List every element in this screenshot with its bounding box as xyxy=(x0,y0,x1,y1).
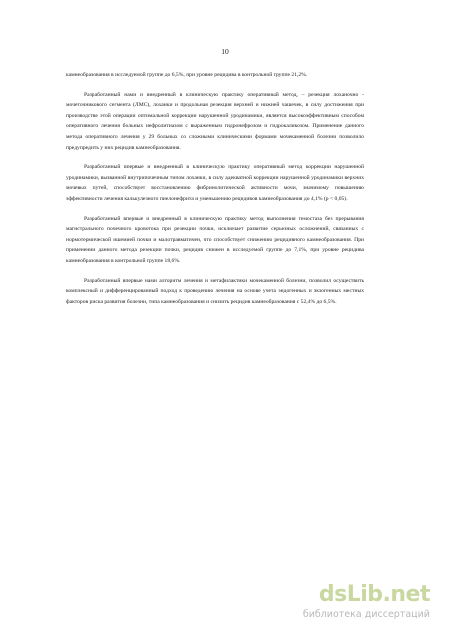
paragraph: Разработанный впервые и внедренный в клиническую практику оперативный метод коррекции нарушенной уродинамики, вызванной внутрипочечным типом лоханки, в силу адекватной коррекции нарушенной уродинамики верхних мочевых путей, способствует восстановлению фибринолитической активности мочи, значимому повышению эффективности лечения калькулезного пиелонефрита и уменьшению рецидивов камнеобразования до 4,1% (р < 0,05). xyxy=(66,164,364,202)
body-text xyxy=(66,70,364,316)
watermark xyxy=(282,582,432,624)
paragraph: камнеобразования в исследуемой группе до 6,5%, при уровне рецидива в контрольной группе 21,2%. xyxy=(66,72,308,78)
watermark-logo: dsLib.net xyxy=(318,582,430,607)
page-number: 10 xyxy=(221,47,229,56)
paragraph: Разработанный нами и внедренный в клиническую практику оперативный метод, – резекция лоханочно - мочеточникового сегмента (ЛМС), лоханки и продольная резекция верхней и нижней чашечек, в силу достижения при производстве этой операции оптимальной коррекции нарушенной уродинамики, является высокоэффективным способом оперативного лечения больных нефролитиазом с выраженным гидронефрозом и гидрокаликозом. Применение данного метода оперативного лечения у 29 больных со сложными клиническими формами мочекаменной болезни позволило предупредить у них рецидив камнеобразования. xyxy=(66,91,364,151)
watermark-tagline: библиотека диссертаций xyxy=(302,609,430,620)
paragraph: Разработанный впервые и внедренный в клиническую практику метод выполнения гемостаза без прерывания магистрального почечного кровотока при резекции почки, исключает развитие серьезных осложнений, связанных с нормотермической ишемией почки и малотравматичен, что способствует снижению рецидивного камнеобразования. При применении данного метода резекции почки, рецидив снижен в исследуемой группе до 7,1%, при уровне рецидива камнеобразования в контрольной группе 18,6%. xyxy=(66,215,364,264)
paragraph: Разработанный впервые нами алгоритм лечения и метафилактики мочекаменной болезни, позволил осуществить комплексный и дифференцированный подход к проведению лечения на основе учета эндогенных и экзогенных местных факторов риска развития болезни, типа камнеобразования и снизить рецидив камнеобразования с 52,4% до 6,5%. xyxy=(66,277,364,305)
